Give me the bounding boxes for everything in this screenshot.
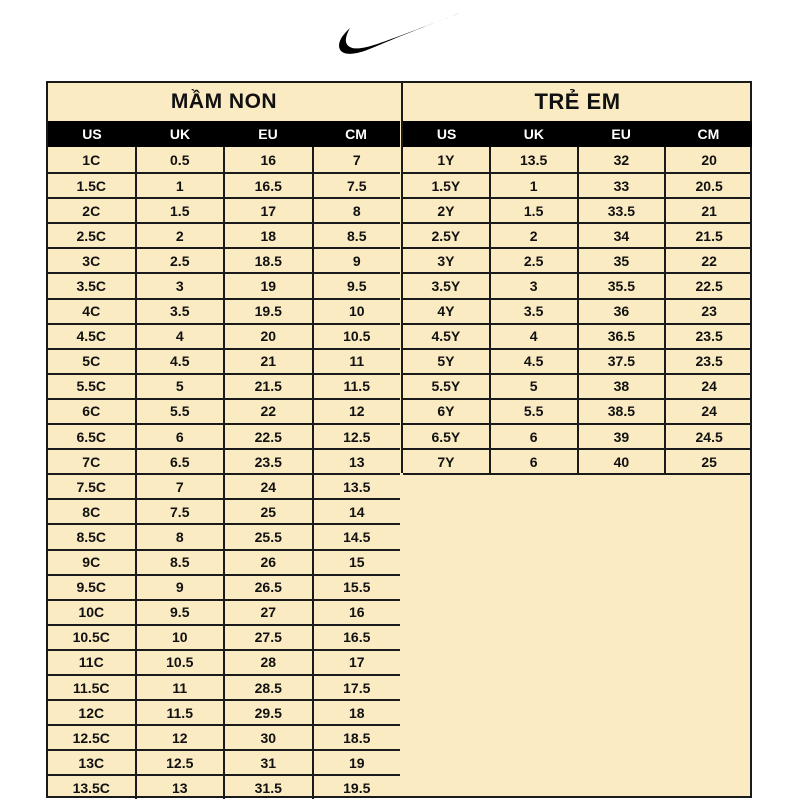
table-cell: 0.5 (135, 147, 224, 172)
table-cell: 5.5C (76, 378, 107, 395)
table-row (48, 549, 400, 574)
swoosh-logo-icon (336, 10, 464, 60)
table-cell: 16 (312, 601, 401, 624)
table-row (403, 272, 752, 297)
table-row (48, 172, 400, 197)
table-cell: 31.5 (223, 776, 312, 799)
column-header: UK (169, 126, 191, 142)
column-header: CM (345, 126, 367, 142)
table-cell: 3.5 (489, 300, 577, 323)
table-cell: 16.5 (312, 626, 401, 649)
table-row (48, 298, 400, 323)
table-cell: 3.5Y (431, 278, 461, 295)
table-row (403, 298, 752, 323)
table-cell: 21.5 (223, 375, 312, 398)
table-cell: 4C (82, 303, 101, 320)
table-row (403, 448, 752, 473)
table-cell: 3Y (437, 252, 455, 269)
table-row (403, 197, 752, 222)
table-cell: 12 (312, 400, 401, 423)
table-cell: 22 (223, 400, 312, 423)
table-cell: 33 (577, 174, 665, 197)
table-cell: 11.5 (312, 375, 401, 398)
table-cell: 28.5 (223, 676, 312, 699)
table-cell: 26.5 (223, 576, 312, 599)
table-cell: 27 (223, 601, 312, 624)
table-cell: 31 (223, 751, 312, 774)
table-cell: 32 (577, 147, 665, 172)
table-row (403, 423, 752, 448)
table-cell: 19 (223, 274, 312, 297)
table-cell: 23 (664, 300, 752, 323)
table-cell: 5 (489, 375, 577, 398)
table-cell: 8.5 (312, 224, 401, 247)
table-row (48, 724, 400, 749)
table-row (48, 147, 400, 172)
table-cell: 4.5Y (431, 328, 461, 345)
table-cell: 2.5C (76, 227, 107, 244)
table-cell: 24.5 (664, 425, 752, 448)
table-row (403, 373, 752, 398)
table-cell: 10.5 (312, 325, 401, 348)
table-cell: 26 (223, 551, 312, 574)
table-cell: 5C (82, 353, 101, 370)
table-cell: 13 (135, 776, 224, 799)
table-cell: 25 (664, 450, 752, 473)
table-cell: 6 (489, 450, 577, 473)
table-cell: 5Y (437, 353, 455, 370)
table-cell: 4.5 (489, 350, 577, 373)
table-cell: 25.5 (223, 525, 312, 548)
table-cell: 17 (223, 199, 312, 222)
table-cell: 1 (135, 174, 224, 197)
table-cell: 10 (135, 626, 224, 649)
table-cell: 1C (82, 151, 101, 168)
table-cell: 22.5 (664, 274, 752, 297)
table-cell: 8.5C (76, 528, 107, 545)
table-row (48, 222, 400, 247)
table-cell: 9 (312, 249, 401, 272)
table-row (48, 774, 400, 799)
table-cell: 10 (312, 300, 401, 323)
table-cell: 15.5 (312, 576, 401, 599)
table-row (48, 448, 400, 473)
table-cell: 4.5C (76, 328, 107, 345)
table-cell: 8 (312, 199, 401, 222)
table-cell: 37.5 (577, 350, 665, 373)
table-cell: 2Y (437, 202, 455, 219)
table-cell: 12.5 (312, 425, 401, 448)
table-cell: 6C (82, 403, 101, 420)
table-cell: 13C (78, 754, 105, 771)
table-cell: 10C (78, 604, 105, 621)
table-row (48, 398, 400, 423)
table-cell: 12.5C (72, 729, 110, 746)
table-row (48, 674, 400, 699)
table-row (48, 498, 400, 523)
table-cell: 8C (82, 503, 101, 520)
table-cell: 21 (664, 199, 752, 222)
table-cell: 9.5 (312, 274, 401, 297)
table-cell: 9C (82, 554, 101, 571)
table-row (403, 323, 752, 348)
table-cell: 21 (223, 350, 312, 373)
table-cell: 9 (135, 576, 224, 599)
table-cell: 3C (82, 252, 101, 269)
table-cell: 4Y (437, 303, 455, 320)
table-cell: 6.5 (135, 450, 224, 473)
table-cell: 6Y (437, 403, 455, 420)
table-cell: 1.5C (76, 177, 107, 194)
table-row (48, 423, 400, 448)
table-cell: 6 (489, 425, 577, 448)
table-row (48, 323, 400, 348)
table-row (403, 398, 752, 423)
table-cell: 3 (489, 274, 577, 297)
table-row (48, 272, 400, 297)
toddler-header-row (48, 121, 400, 147)
table-cell: 2.5 (135, 249, 224, 272)
table-cell: 1.5 (489, 199, 577, 222)
size-chart (46, 81, 752, 798)
table-row (403, 172, 752, 197)
table-row (403, 147, 752, 172)
table-cell: 1.5 (135, 199, 224, 222)
table-cell: 23.5 (664, 350, 752, 373)
table-row (48, 373, 400, 398)
table-cell: 1.5Y (431, 177, 461, 194)
table-cell: 20.5 (664, 174, 752, 197)
table-cell: 5.5Y (431, 378, 461, 395)
table-cell: 20 (664, 147, 752, 172)
table-cell: 34 (577, 224, 665, 247)
kids-section-title: TRẺ EM (534, 89, 621, 114)
table-cell: 19.5 (312, 776, 401, 799)
table-cell: 27.5 (223, 626, 312, 649)
table-row (403, 222, 752, 247)
table-cell: 11 (135, 676, 224, 699)
table-cell: 16.5 (223, 174, 312, 197)
table-row (48, 348, 400, 373)
table-cell: 38 (577, 375, 665, 398)
table-cell: 18.5 (312, 726, 401, 749)
table-cell: 11C (78, 654, 104, 671)
table-cell: 2 (489, 224, 577, 247)
table-cell: 38.5 (577, 400, 665, 423)
table-cell: 6 (135, 425, 224, 448)
column-header: US (436, 126, 457, 142)
table-cell: 13.5 (312, 475, 401, 498)
kids-header-row (403, 121, 752, 147)
table-cell: 4 (135, 325, 224, 348)
column-header: EU (611, 126, 631, 142)
table-cell: 13.5C (72, 779, 110, 796)
column-header: EU (258, 126, 278, 142)
table-cell: 2.5 (489, 249, 577, 272)
table-row (48, 624, 400, 649)
toddler-size-table (48, 83, 400, 799)
table-cell: 35.5 (577, 274, 665, 297)
table-row (403, 247, 752, 272)
table-cell: 18.5 (223, 249, 312, 272)
table-cell: 13.5 (489, 147, 577, 172)
table-cell: 25 (223, 500, 312, 523)
table-cell: 23.5 (223, 450, 312, 473)
table-row (48, 473, 400, 498)
table-row (48, 599, 400, 624)
table-cell: 19 (312, 751, 401, 774)
table-cell: 8 (135, 525, 224, 548)
table-cell: 5.5 (135, 400, 224, 423)
table-cell: 5.5 (489, 400, 577, 423)
table-cell: 12C (78, 704, 105, 721)
kids-rows (403, 147, 752, 475)
table-cell: 11.5C (72, 679, 110, 696)
table-cell: 20 (223, 325, 312, 348)
table-cell: 15 (312, 551, 401, 574)
table-cell: 5 (135, 375, 224, 398)
table-row (48, 649, 400, 674)
table-cell: 17.5 (312, 676, 401, 699)
table-cell: 7 (135, 475, 224, 498)
table-cell: 22 (664, 249, 752, 272)
table-row (48, 574, 400, 599)
table-cell: 7Y (437, 453, 455, 470)
table-cell: 7C (82, 453, 101, 470)
table-cell: 10.5C (72, 629, 110, 646)
table-cell: 7.5 (312, 174, 401, 197)
table-cell: 4.5 (135, 350, 224, 373)
table-cell: 23.5 (664, 325, 752, 348)
table-row (48, 699, 400, 724)
table-cell: 8.5 (135, 551, 224, 574)
table-cell: 3.5C (76, 278, 107, 295)
table-cell: 24 (664, 375, 752, 398)
table-cell: 36 (577, 300, 665, 323)
table-cell: 13 (312, 450, 401, 473)
table-cell: 19.5 (223, 300, 312, 323)
table-cell: 6.5Y (431, 428, 461, 445)
table-cell: 14.5 (312, 525, 401, 548)
table-cell: 36.5 (577, 325, 665, 348)
toddler-rows (48, 147, 400, 799)
table-cell: 2 (135, 224, 224, 247)
table-cell: 9.5 (135, 601, 224, 624)
table-row (403, 348, 752, 373)
table-cell: 14 (312, 500, 401, 523)
table-cell: 12 (135, 726, 224, 749)
table-row (48, 749, 400, 774)
table-cell: 2.5Y (431, 227, 461, 244)
table-row (48, 247, 400, 272)
table-cell: 11 (312, 350, 401, 373)
table-cell: 21.5 (664, 224, 752, 247)
table-cell: 24 (223, 475, 312, 498)
table-cell: 1Y (437, 151, 455, 168)
table-cell: 30 (223, 726, 312, 749)
table-cell: 4 (489, 325, 577, 348)
table-cell: 7.5C (76, 478, 107, 495)
table-cell: 17 (312, 651, 401, 674)
table-cell: 40 (577, 450, 665, 473)
table-cell: 2C (82, 202, 101, 219)
table-cell: 28 (223, 651, 312, 674)
column-header: US (82, 126, 102, 142)
table-cell: 10.5 (135, 651, 224, 674)
table-cell: 7 (312, 147, 401, 172)
kids-size-table (401, 83, 752, 473)
toddler-section-title: MẦM NON (170, 90, 278, 113)
table-row (48, 523, 400, 548)
table-row (48, 197, 400, 222)
table-cell: 3.5 (135, 300, 224, 323)
table-cell: 3 (135, 274, 224, 297)
table-cell: 18 (312, 701, 401, 724)
table-cell: 7.5 (135, 500, 224, 523)
column-header: CM (697, 126, 720, 142)
table-cell: 9.5C (76, 579, 107, 596)
table-cell: 6.5C (76, 428, 107, 445)
table-cell: 12.5 (135, 751, 224, 774)
table-cell: 11.5 (135, 701, 224, 724)
table-cell: 1 (489, 174, 577, 197)
table-cell: 39 (577, 425, 665, 448)
table-cell: 35 (577, 249, 665, 272)
table-cell: 24 (664, 400, 752, 423)
table-cell: 29.5 (223, 701, 312, 724)
table-cell: 18 (223, 224, 312, 247)
table-cell: 22.5 (223, 425, 312, 448)
table-cell: 33.5 (577, 199, 665, 222)
table-cell: 16 (223, 147, 312, 172)
column-header: UK (523, 126, 544, 142)
